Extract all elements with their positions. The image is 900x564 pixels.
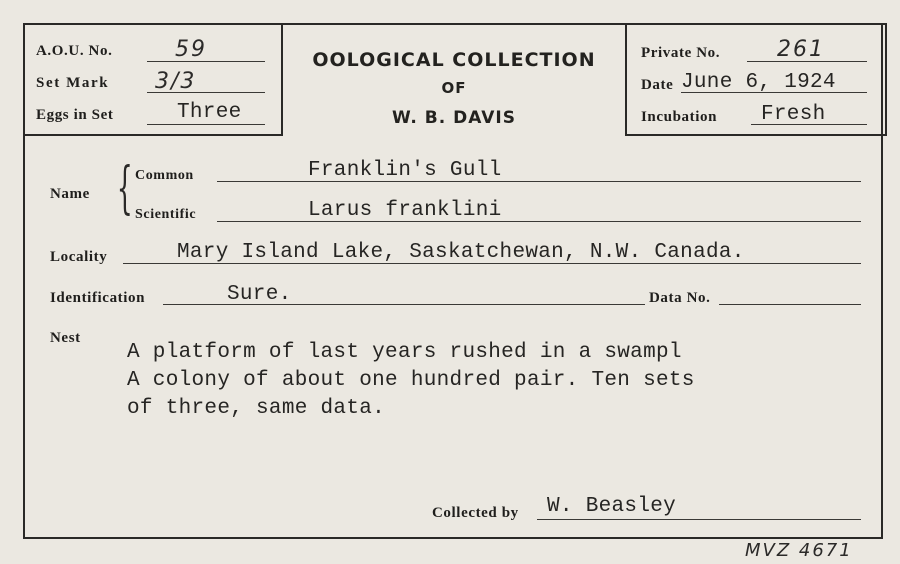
aou-value: 59 <box>175 37 207 62</box>
setmark-label: Set Mark <box>36 75 110 91</box>
private-label: Private No. <box>641 45 721 61</box>
collection-of: OF <box>441 79 467 97</box>
nest-text <box>127 339 695 423</box>
name-brace: { <box>116 156 133 221</box>
scientific-label: Scientific <box>135 207 197 222</box>
identification-label: Identification <box>50 290 146 306</box>
collection-title: OOLOGICAL COLLECTION <box>312 49 596 71</box>
collected-by-label: Collected by <box>432 505 519 521</box>
common-label: Common <box>135 168 194 183</box>
common-value: Franklin's Gull <box>308 159 502 182</box>
data-no-line <box>719 304 861 305</box>
specimen-card <box>23 23 883 539</box>
identification-value: Sure. <box>227 283 292 306</box>
eggs-label: Eggs in Set <box>36 107 114 123</box>
locality-value: Mary Island Lake, Saskatchewan, N.W. Canada. <box>177 241 745 264</box>
scientific-value: Larus franklini <box>308 199 502 222</box>
collected-by-value: W. Beasley <box>547 495 677 518</box>
collector-name: W. B. DAVIS <box>392 108 516 128</box>
nest-line-2: A colony of about one hundred pair. Ten sets <box>127 369 695 392</box>
locality-label: Locality <box>50 249 108 265</box>
eggs-value: Three <box>177 101 242 124</box>
incubation-value: Fresh <box>761 103 826 126</box>
incubation-label: Incubation <box>641 109 718 125</box>
setmark-value: 3/3 <box>155 69 197 94</box>
date-value: June 6, 1924 <box>681 71 836 94</box>
nest-line-1: A platform of last years rushed in a swampl <box>127 341 682 364</box>
nest-line-3: of three, same data. <box>127 397 386 420</box>
data-no-label: Data No. <box>649 290 711 306</box>
nest-label: Nest <box>50 330 81 346</box>
private-value: 261 <box>777 37 825 62</box>
catalog-mark: MVZ 4671 <box>745 540 853 561</box>
eggs-line <box>147 124 265 125</box>
aou-label: A.O.U. No. <box>36 43 113 59</box>
collected-by-line <box>537 519 861 520</box>
name-label: Name <box>50 186 90 202</box>
date-label: Date <box>641 77 674 93</box>
